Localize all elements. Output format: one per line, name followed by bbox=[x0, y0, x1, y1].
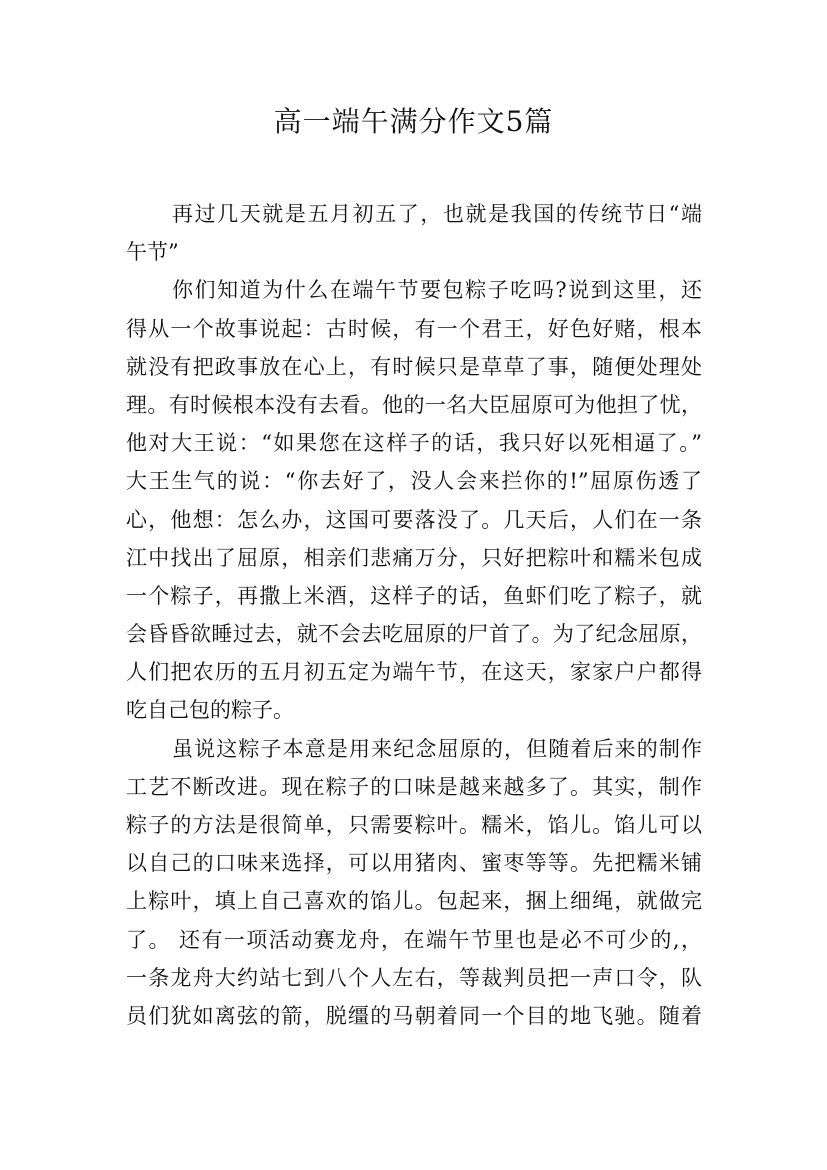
text-line: 一个粽子，再撒上米酒，这样子的话，鱼虾们吃了粽子，就 bbox=[126, 583, 702, 608]
text-line: 心，他想：怎么办，这国可要落没了。几天后，人们在一条 bbox=[126, 507, 702, 532]
document-body bbox=[126, 195, 702, 1035]
text-line: 大王生气的说：“你去好了，没人会来拦你的!”屈原伤透了 bbox=[126, 469, 702, 494]
text-line: 员们犹如离弦的箭，脱缰的马朝着同一个目的地飞驰。随着 bbox=[126, 1003, 702, 1028]
text-line: 会昏昏欲睡过去，就不会去吃屈原的尸首了。为了纪念屈原， bbox=[126, 622, 702, 647]
text-line: 粽子的方法是很简单，只需要粽叶。糯米，馅儿。馅儿可以 bbox=[126, 813, 702, 837]
text-line: 一条龙舟大约站七到八个人左右，等裁判员把一声口令，队 bbox=[126, 965, 702, 990]
document-title: 高一端午满分作文5篇 bbox=[273, 105, 554, 138]
text-line: 就没有把政事放在心上，有时候只是草草了事，随便处理处 bbox=[126, 354, 702, 379]
text-line: 他对大王说：“如果您在这样子的话，我只好以死相逼了。” bbox=[126, 431, 702, 456]
text-line: 再过几天就是五月初五了，也就是我国的传统节日“端 bbox=[172, 202, 702, 226]
text-line: 上粽叶，填上自己喜欢的馅儿。包起来，捆上细绳，就做完 bbox=[126, 889, 702, 914]
text-line: 得从一个故事说起：古时候，有一个君王，好色好赌，根本 bbox=[126, 316, 702, 341]
text-line: 了。 还有一项活动赛龙舟，在端午节里也是必不可少的,， bbox=[126, 927, 702, 952]
text-line: 吃自己包的粽子。 bbox=[126, 698, 294, 723]
text-line: 午节” bbox=[126, 240, 179, 265]
text-line: 以自己的口味来选择，可以用猪肉、蜜枣等等。先把糯米铺 bbox=[126, 851, 702, 876]
text-line: 工艺不断改进。现在粽子的口味是越来越多了。其实，制作 bbox=[126, 774, 702, 799]
text-line: 虽说这粽子本意是用来纪念屈原的，但随着后来的制作 bbox=[172, 736, 702, 761]
text-line: 人们把农历的五月初五定为端午节，在这天，家家户户都得 bbox=[126, 660, 702, 685]
text-line: 江中找出了屈原，相亲们悲痛万分，只好把粽叶和糯米包成 bbox=[126, 545, 702, 570]
text-line: 你们知道为什么在端午节要包粽子吃吗?说到这里，还 bbox=[172, 278, 702, 303]
text-line: 理。有时候根本没有去看。他的一名大臣屈原可为他担了忧， bbox=[126, 392, 702, 417]
